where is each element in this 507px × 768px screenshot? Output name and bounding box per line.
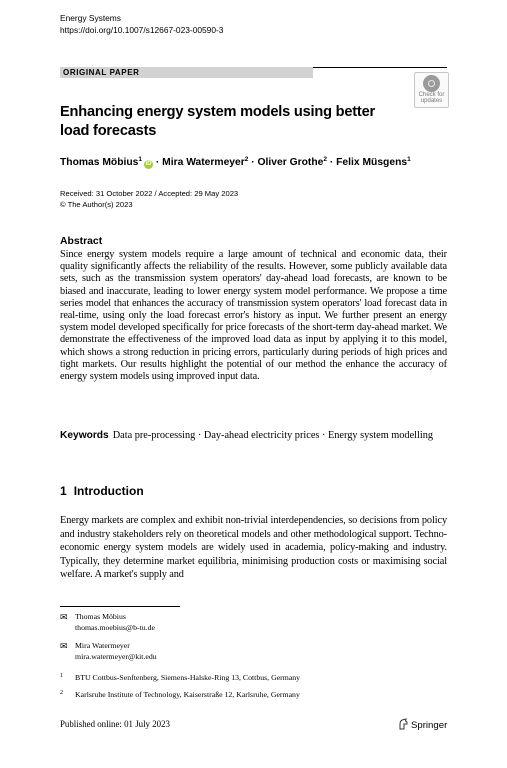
- keywords-label: Keywords: [60, 430, 109, 441]
- author-affiliation-mark: 2: [323, 156, 327, 163]
- check-updates-line2: updates: [420, 98, 443, 105]
- envelope-icon: ✉: [60, 612, 68, 622]
- article-type-banner: [60, 67, 313, 78]
- affiliation-number: 1: [60, 673, 63, 679]
- check-updates-line1: Check for: [418, 92, 445, 98]
- author-list: Thomas Möbius$^1$iD · Mira Watermeyer$^2$ · Oliver Grothe$^2$ · Felix Müsgens$^1$: [60, 156, 411, 168]
- publisher-logo[interactable]: [398, 718, 447, 731]
- received-accepted-dates: Received: 31 October 2022 / Accepted: 29 May 2023: [60, 189, 239, 198]
- author-name[interactable]: Felix Müsgens: [336, 157, 408, 168]
- section-number: 1: [60, 484, 67, 498]
- author-name[interactable]: Thomas Möbius: [60, 157, 139, 168]
- published-online-date: Published online: 01 July 2023: [60, 719, 170, 729]
- contact-email[interactable]: thomas.moebius@b-tu.de: [75, 623, 155, 632]
- section-title: Introduction: [73, 484, 144, 498]
- check-updates-icon: [423, 75, 440, 92]
- envelope-icon: ✉: [60, 641, 68, 651]
- contact-email[interactable]: mira.watermeyer@kit.edu: [75, 652, 157, 661]
- journal-name: Energy Systems: [60, 13, 121, 23]
- check-for-updates-badge[interactable]: [414, 72, 449, 108]
- paper-title: Enhancing energy system models using better load forecasts: [60, 104, 375, 139]
- author-affiliation-mark: 2: [244, 156, 249, 163]
- keywords-text: Data pre-processing · Day-ahead electricity prices · Energy system modelling: [112, 430, 434, 441]
- copyright-line: © The Author(s) 2023: [60, 199, 133, 209]
- contact-name: Thomas Möbius: [75, 612, 126, 621]
- article-type-label: ORIGINAL PAPER: [63, 68, 140, 77]
- keywords: [60, 430, 447, 443]
- author-affiliation-mark: 1: [138, 156, 142, 163]
- author-affiliation-mark: 1: [407, 156, 411, 163]
- journal-header: [60, 13, 223, 36]
- header-rule: [313, 67, 447, 68]
- article-dates: [60, 189, 238, 210]
- springer-horse-icon: [398, 718, 409, 730]
- section-heading: [60, 484, 144, 498]
- journal-doi[interactable]: https://doi.org/10.1007/s12667-023-00590-3: [60, 24, 224, 35]
- abstract-heading: Abstract: [60, 236, 103, 247]
- author-name[interactable]: Mira Watermeyer: [162, 157, 245, 168]
- author-name[interactable]: Oliver Grothe: [257, 157, 324, 168]
- abstract-text: Since energy system models require a large amount of technical and economic data, their quality significantly affects the reliability of the results. However, some publicly available data sets, such as the transmission system operators' day-ahead load forecasts, are known to be biased and inaccurate, leading to lower energy system model performance. We propose a time series model that enhances the accuracy of transmission system operators' load forecast data in real-time, using only the load forecast error's history as input. We further present an energy system model developed specifically for price forecasts of the short-term day-ahead market. We demonstrate the effectiveness of the improved load data as input by applying it to this model, which shows a strong reduction in pricing errors, particularly during periods of high prices and tight markets. Our results highlight the potential of our method the enhance the accuracy of energy system models using improved input data.: [60, 249, 447, 383]
- orcid-icon[interactable]: iD: [145, 161, 152, 167]
- footnote-rule: [60, 606, 180, 607]
- affiliation-text: Karlsruhe Institute of Technology, Kaiserstraße 12, Karlsruhe, Germany: [75, 690, 300, 699]
- contact-name: Mira Watermeyer: [75, 641, 130, 650]
- affiliation-text: BTU Cottbus-Senftenberg, Siemens-Halske-Ring 13, Cottbus, Germany: [75, 673, 301, 682]
- introduction-text: Energy markets are complex and exhibit non-trivial interdependencies, so decisions from policy and industry stakeholders rely on theoretical models and other methodological support. Techno-economic energy system models are widely used in academia, policy-making and industry. Typically, they determine market equilibria, minimising production costs or maximising social welfare. A market's supply and: [60, 515, 447, 581]
- affiliation-number: 2: [60, 690, 63, 696]
- publisher-name: Springer: [411, 720, 448, 731]
